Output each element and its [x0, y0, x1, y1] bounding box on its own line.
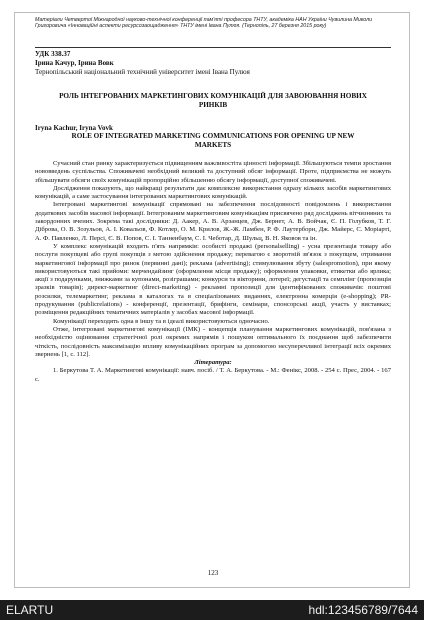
paragraph: Інтегровані маркетингові комунікації спрямовані на забезпечення послідовності повідомлень і використання додаткових засобів масової інформації. Інтегрованим маркетинговим комунікаціям присвячено ряд досліджень вітчизняних та закордонних вчених. Зокрема такі дослідники: Д. Аакер, А. В. Арзанцев, Дж. Бернет, А. В. Войчак, Є. П. Голубков, Т. Г. Діброва, О. В. Зозульов, А. І. Ковальов, Ф. Котлер, О. М. Крилов, Ж.-Ж. Ламбен, Р. Ф. Лаутерборн, Дж. Майерс, С. Моріарті, А. Ф. Павленко, Л. Персі, Є. В. Попов, С. І. Танненбаум, С. І. Чеботар, Д. Шульц, В. Н. Яковов та ін. — [35, 201, 391, 242]
paragraph: Отже, інтегровані маркетингові комунікації (ІМК) - концепція планування маркетингових комунікацій, пов'язана з необхідністю оцінювання стратегічної ролі окремих напрямів і пошуком оптимального їх поєднання щоб забезпечити чіткість, послідовність максимізацію впливу комунікаційних програм за допомогою несуперечливої інтеграції всіх окремих звернень [1, с. 112]. — [35, 325, 391, 358]
repository-name: ELARTU — [6, 603, 54, 617]
literature-item: 1. Беркутова Т. А. Маркетингові комунікації: навч. посіб. / Т. А. Беркутова. - М.: Фенікс, 2008. - 254 с. Прес, 2004. - 167 с. — [35, 367, 391, 383]
conference-header: Матеріали Четвертої Міжнародної науково-технічної конференції пам'яті професора ТНТУ, академіка НАН України Чувилина Миколи Григоровича «Інноваційні аспекти ресурсозаощадження» ТНТУ імені Івана Пулюя. (Тернопіль, 27 березня 2015 року) — [35, 17, 373, 30]
authors-ua: Ірина Качур, Ірина Вовк — [35, 59, 114, 67]
paragraph: У комплекс комунікацій входить п'ять напрямків: особисті продажі (personalselling) - усна презентація товару або послуги покупцеві або групі покупців з метою здійснення продажу; перевагою є зворотній зв'язок з покупцем, отримання маркетингової інформації про ринок (первинні дані); реклама (advertising); стимулювання збуту (salespromotion), при якому використовуються такі прийоми: мерчендайзинг (оформлення місця продажу); оформлення упаковки, етикетки або ярлика; акції з подарунками, знижками за купонами, розіграшами; конкурси та вікторини, лотереї; дегустації та семплінг (пропозиція зразків товарів); директ-маркетинг (direct-marketing) - рекламні пропозиції для ідентифікованих споживачів: поштові розсилки, телемаркетинг, реклама в каталогах та в спеціалізованих виданнях, електронна комерція (e-shopping); PR-продукування (publicrelations) - конференції, презентації, брифінги, семінари, спонсорські акції, участь у виставках; розміщення редакційних тематичних матеріалів у засобах масової інформації. — [35, 242, 391, 317]
paragraph: Комунікації переходять одна в іншу та в ідеалі використовуються одночасно. — [53, 317, 270, 325]
handle-id: hdl:123456789/7644 — [308, 603, 418, 617]
document-page — [14, 12, 410, 588]
header-divider — [35, 47, 391, 48]
authors-en: Iryna Kachur, Iryna Vovk — [35, 124, 113, 132]
repository-footer — [0, 600, 424, 620]
literature-heading: Література: — [194, 359, 232, 367]
title-en: ROLE OF INTEGRATED MARKETING COMMUNICATIONS FOR OPENING UP NEW MARKETS — [71, 132, 355, 149]
affiliation: Тернопільський національний технічний університет імені Івана Пулюя — [35, 68, 250, 76]
title-ua: РОЛЬ ІНТЕГРОВАНИХ МАРКЕТИНГОВИХ КОМУНІКАЦІЙ ДЛЯ ЗАВОЮВАННЯ НОВИХ РИНКІВ — [59, 92, 367, 109]
article-body — [35, 160, 391, 384]
udk-code: УДК 338.37 — [35, 50, 71, 58]
page-number: 123 — [207, 569, 219, 577]
paragraph: Сучасний стан ринку характеризується підвищенням важливостіта цінності інформації. Збільшуються темпи зростання нововведень суспільства. Споживачеві необхідний великий та доступний обсяг інформації. Проте, підприємства не можуть збільшувати обсяги своїх комунікацій пропорційно збільшенню обсягу інформації, доступної споживачеві. — [35, 160, 391, 184]
paragraph: Дослідження показують, що найкращі результати дає комплексне використання одразу кількох засобів маркетингових комунікацій, а саме застосування інтегрованих маркетингових комунікацій. — [35, 184, 391, 201]
